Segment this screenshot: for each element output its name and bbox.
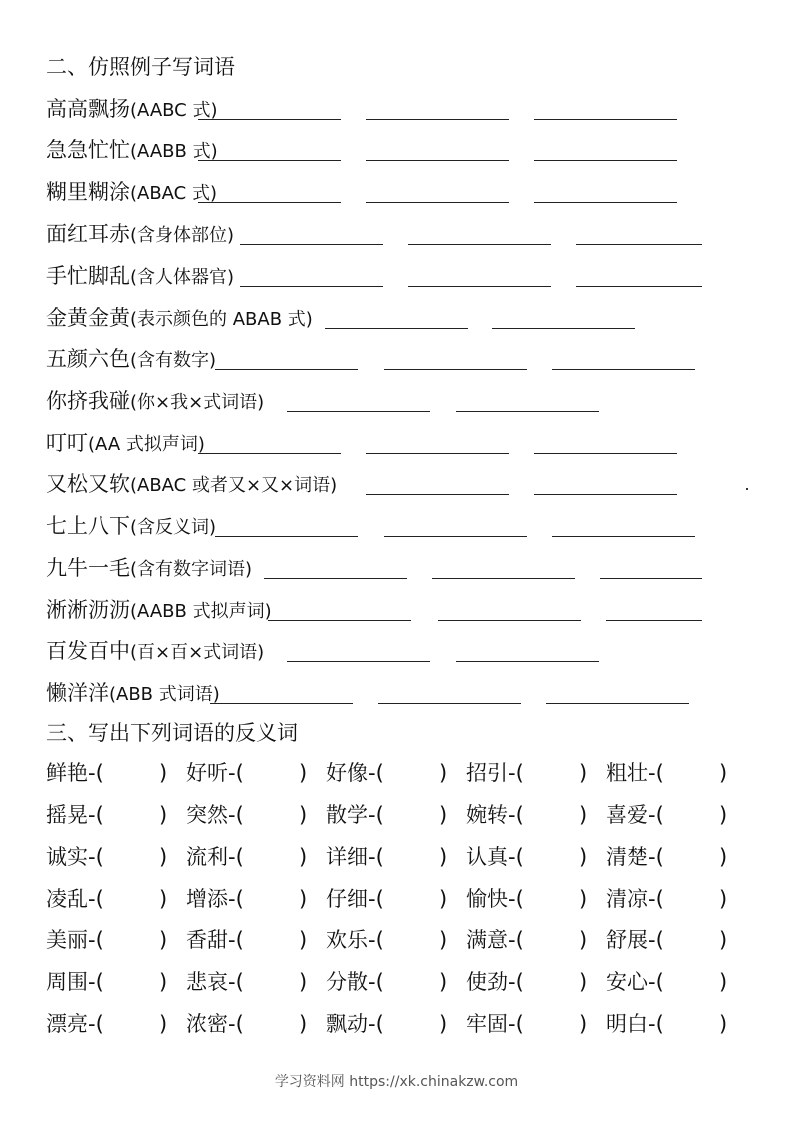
antonym-row: [46, 1011, 746, 1041]
exercise-row: [46, 179, 766, 209]
pattern-hint: (含人体器官): [130, 267, 235, 288]
exercise-prompt: [46, 137, 218, 165]
answer-close-paren: ): [159, 845, 168, 869]
antonym-word: 流利: [186, 845, 228, 869]
example-term: 你挤我碰: [46, 389, 130, 413]
antonym-item[interactable]: [326, 1011, 466, 1037]
answer-open-paren: -(: [648, 887, 664, 911]
pattern-hint: (AA 式拟声词): [88, 434, 205, 455]
answer-open-paren: -(: [508, 970, 524, 994]
antonym-word: 牢固: [466, 1012, 508, 1036]
antonym-word: 分散: [326, 970, 368, 994]
answer-close-paren: ): [579, 970, 588, 994]
answer-close-paren: ): [439, 803, 448, 827]
antonym-item[interactable]: [606, 844, 746, 870]
answer-open-paren: -(: [88, 761, 104, 785]
pattern-hint: (含有数字词语): [130, 559, 253, 580]
answer-close-paren: ): [439, 970, 448, 994]
exercise-row: [46, 430, 766, 460]
answer-blank[interactable]: [534, 160, 677, 161]
antonym-word: 周围: [46, 970, 88, 994]
answer-close-paren: ): [439, 761, 448, 785]
antonym-item[interactable]: [46, 844, 186, 870]
antonym-item[interactable]: [326, 886, 466, 912]
antonym-item[interactable]: [466, 844, 606, 870]
exercise-row: [46, 346, 766, 376]
answer-open-paren: -(: [508, 887, 524, 911]
section-2-heading: 二、仿照例子写词语: [46, 55, 235, 79]
answer-open-paren: -(: [228, 970, 244, 994]
antonym-item[interactable]: [606, 969, 746, 995]
answer-blank[interactable]: [198, 119, 341, 120]
answer-blank[interactable]: [576, 244, 702, 245]
antonym-item[interactable]: [186, 1011, 326, 1037]
answer-open-paren: -(: [508, 1012, 524, 1036]
answer-close-paren: ): [579, 887, 588, 911]
answer-blank[interactable]: [240, 286, 383, 287]
antonym-word: 清楚: [606, 845, 648, 869]
exercise-prompt: [46, 597, 272, 625]
answer-blank[interactable]: [210, 703, 353, 704]
antonym-row: [46, 969, 746, 999]
answer-blank[interactable]: [198, 202, 341, 203]
exercise-row: [46, 513, 766, 543]
exercise-prompt: [46, 221, 234, 249]
answer-open-paren: -(: [368, 845, 384, 869]
exercise-prompt: [46, 513, 216, 541]
answer-blank[interactable]: [384, 536, 527, 537]
antonym-word: 鲜艳: [46, 761, 88, 785]
example-term: 手忙脚乱: [46, 264, 130, 288]
answer-open-paren: -(: [88, 803, 104, 827]
answer-open-paren: -(: [88, 928, 104, 952]
pattern-hint: (AABB 式): [130, 141, 218, 162]
example-term: 高高飘扬: [46, 97, 130, 121]
antonym-item[interactable]: [326, 969, 466, 995]
antonym-item[interactable]: [326, 844, 466, 870]
antonym-word: 悲哀: [186, 970, 228, 994]
answer-blank[interactable]: [552, 369, 695, 370]
antonym-item[interactable]: [186, 844, 326, 870]
antonym-item[interactable]: [326, 927, 466, 953]
answer-open-paren: -(: [228, 761, 244, 785]
answer-close-paren: ): [159, 761, 168, 785]
pattern-hint: (百×百×式词语): [130, 642, 265, 663]
antonym-word: 明白: [606, 1012, 648, 1036]
answer-blank[interactable]: [438, 620, 581, 621]
example-term: 叮叮: [46, 431, 88, 455]
answer-close-paren: ): [439, 845, 448, 869]
antonym-word: 飘动: [326, 1012, 368, 1036]
pattern-hint: (ABAC 或者又×又×词语): [130, 475, 338, 496]
stray-dot: [746, 488, 748, 490]
exercise-prompt: [46, 555, 252, 583]
answer-blank[interactable]: [456, 661, 599, 662]
answer-close-paren: ): [719, 928, 728, 952]
answer-open-paren: -(: [88, 970, 104, 994]
answer-blank[interactable]: [534, 202, 677, 203]
answer-open-paren: -(: [648, 928, 664, 952]
answer-blank[interactable]: [366, 453, 509, 454]
answer-blank[interactable]: [268, 620, 411, 621]
example-term: 百发百中: [46, 639, 130, 663]
answer-open-paren: -(: [508, 928, 524, 952]
exercise-prompt: [46, 346, 216, 374]
antonym-item[interactable]: [46, 969, 186, 995]
exercise-row: [46, 597, 766, 627]
antonym-word: 愉快: [466, 887, 508, 911]
antonym-word: 增添: [186, 887, 228, 911]
example-term: 七上八下: [46, 514, 130, 538]
answer-close-paren: ): [719, 1012, 728, 1036]
section-3-heading: 三、写出下列词语的反义词: [46, 721, 298, 745]
answer-blank[interactable]: [215, 536, 358, 537]
answer-close-paren: ): [299, 803, 308, 827]
answer-blank[interactable]: [606, 620, 702, 621]
antonym-word: 好听: [186, 761, 228, 785]
answer-blank[interactable]: [215, 369, 358, 370]
antonym-item[interactable]: [46, 760, 186, 786]
pattern-hint: (ABAC 式): [130, 183, 217, 204]
answer-open-paren: -(: [508, 803, 524, 827]
answer-blank[interactable]: [534, 494, 677, 495]
answer-close-paren: ): [579, 928, 588, 952]
answer-blank[interactable]: [264, 578, 407, 579]
answer-open-paren: -(: [648, 761, 664, 785]
answer-blank[interactable]: [287, 411, 430, 412]
antonym-item[interactable]: [46, 1011, 186, 1037]
answer-blank[interactable]: [198, 453, 341, 454]
example-term: 九牛一毛: [46, 556, 130, 580]
answer-close-paren: ): [299, 845, 308, 869]
example-term: 面红耳赤: [46, 222, 130, 246]
exercise-row: [46, 555, 766, 585]
answer-open-paren: -(: [648, 1012, 664, 1036]
pattern-hint: (AABB 式拟声词): [130, 601, 272, 622]
example-term: 五颜六色: [46, 347, 130, 371]
antonym-item[interactable]: [606, 927, 746, 953]
answer-open-paren: -(: [228, 1012, 244, 1036]
answer-close-paren: ): [719, 887, 728, 911]
answer-close-paren: ): [299, 887, 308, 911]
answer-blank[interactable]: [287, 661, 430, 662]
answer-blank[interactable]: [456, 411, 599, 412]
antonym-row: [46, 927, 746, 957]
antonym-row: [46, 886, 746, 916]
answer-blank[interactable]: [534, 119, 677, 120]
answer-open-paren: -(: [368, 761, 384, 785]
answer-blank[interactable]: [600, 578, 702, 579]
antonym-word: 招引: [466, 761, 508, 785]
answer-close-paren: ): [579, 1012, 588, 1036]
answer-blank[interactable]: [432, 578, 575, 579]
answer-close-paren: ): [159, 928, 168, 952]
answer-close-paren: ): [159, 887, 168, 911]
answer-blank[interactable]: [240, 244, 383, 245]
antonym-item[interactable]: [466, 969, 606, 995]
answer-open-paren: -(: [88, 887, 104, 911]
example-term: 淅淅沥沥: [46, 598, 130, 622]
answer-close-paren: ): [299, 970, 308, 994]
answer-close-paren: ): [579, 803, 588, 827]
answer-blank[interactable]: [384, 369, 527, 370]
exercise-prompt: [46, 263, 234, 291]
exercise-row: [46, 471, 766, 501]
answer-close-paren: ): [719, 761, 728, 785]
answer-open-paren: -(: [368, 928, 384, 952]
antonym-word: 摇晃: [46, 803, 88, 827]
answer-open-paren: -(: [88, 1012, 104, 1036]
answer-blank[interactable]: [366, 119, 509, 120]
antonym-word: 仔细: [326, 887, 368, 911]
answer-close-paren: ): [159, 1012, 168, 1036]
pattern-hint: (表示颜色的 ABAB 式): [130, 309, 313, 330]
answer-open-paren: -(: [228, 928, 244, 952]
antonym-item[interactable]: [326, 760, 466, 786]
answer-blank[interactable]: [546, 703, 689, 704]
answer-open-paren: -(: [228, 803, 244, 827]
answer-open-paren: -(: [648, 970, 664, 994]
antonym-item[interactable]: [466, 760, 606, 786]
antonym-item[interactable]: [186, 886, 326, 912]
antonym-word: 舒展: [606, 928, 648, 952]
antonym-item[interactable]: [186, 760, 326, 786]
answer-blank[interactable]: [534, 453, 677, 454]
antonym-word: 凌乱: [46, 887, 88, 911]
antonym-word: 突然: [186, 803, 228, 827]
antonym-word: 婉转: [466, 803, 508, 827]
exercise-row: [46, 305, 766, 335]
exercise-row: [46, 263, 766, 293]
exercise-prompt: [46, 96, 218, 124]
pattern-hint: (含反义词): [130, 517, 217, 538]
answer-close-paren: ): [439, 928, 448, 952]
footer-source: 学习资料网 https://xk.chinakzw.com: [274, 1074, 519, 1090]
answer-close-paren: ): [719, 845, 728, 869]
antonym-item[interactable]: [46, 802, 186, 828]
exercise-row: [46, 680, 766, 710]
answer-close-paren: ): [159, 803, 168, 827]
antonym-item[interactable]: [326, 802, 466, 828]
antonym-word: 喜爱: [606, 803, 648, 827]
answer-blank[interactable]: [552, 536, 695, 537]
exercise-prompt: [46, 680, 220, 708]
exercise-prompt: [46, 179, 217, 207]
exercise-row: [46, 638, 766, 668]
exercise-row: [46, 388, 766, 418]
antonym-item[interactable]: [466, 802, 606, 828]
answer-close-paren: ): [439, 887, 448, 911]
answer-close-paren: ): [299, 928, 308, 952]
antonym-word: 诚实: [46, 845, 88, 869]
answer-open-paren: -(: [368, 1012, 384, 1036]
antonym-item[interactable]: [606, 760, 746, 786]
answer-open-paren: -(: [368, 803, 384, 827]
antonym-item[interactable]: [46, 886, 186, 912]
answer-close-paren: ): [439, 1012, 448, 1036]
answer-open-paren: -(: [368, 970, 384, 994]
antonym-item[interactable]: [186, 969, 326, 995]
example-term: 懒洋洋: [46, 681, 109, 705]
pattern-hint: (ABB 式词语): [109, 684, 220, 705]
answer-close-paren: ): [159, 970, 168, 994]
exercise-prompt: [46, 305, 313, 333]
example-term: 又松又软: [46, 472, 130, 496]
antonym-word: 香甜: [186, 928, 228, 952]
antonym-word: 详细: [326, 845, 368, 869]
antonym-word: 好像: [326, 761, 368, 785]
exercise-row: [46, 221, 766, 251]
answer-close-paren: ): [299, 1012, 308, 1036]
antonym-word: 美丽: [46, 928, 88, 952]
antonym-word: 浓密: [186, 1012, 228, 1036]
pattern-hint: (你×我×式词语): [130, 392, 265, 413]
antonym-row: [46, 802, 746, 832]
answer-open-paren: -(: [508, 761, 524, 785]
antonym-word: 满意: [466, 928, 508, 952]
antonym-item[interactable]: [466, 1011, 606, 1037]
antonym-item[interactable]: [466, 886, 606, 912]
answer-blank[interactable]: [408, 244, 551, 245]
antonym-item[interactable]: [466, 927, 606, 953]
answer-open-paren: -(: [368, 887, 384, 911]
answer-blank[interactable]: [492, 328, 635, 329]
answer-open-paren: -(: [228, 845, 244, 869]
antonym-item[interactable]: [46, 927, 186, 953]
answer-blank[interactable]: [198, 160, 341, 161]
example-term: 糊里糊涂: [46, 180, 130, 204]
example-term: 急急忙忙: [46, 138, 130, 162]
pattern-hint: (AABC 式): [130, 100, 218, 121]
answer-close-paren: ): [299, 761, 308, 785]
answer-open-paren: -(: [228, 887, 244, 911]
pattern-hint: (含身体部位): [130, 225, 235, 246]
answer-blank[interactable]: [576, 286, 702, 287]
answer-blank[interactable]: [378, 703, 521, 704]
exercise-prompt: [46, 430, 205, 458]
exercise-prompt: [46, 471, 337, 499]
answer-blank[interactable]: [366, 160, 509, 161]
answer-close-paren: ): [579, 761, 588, 785]
antonym-row: [46, 844, 746, 874]
example-term: 金黄金黄: [46, 306, 130, 330]
answer-open-paren: -(: [88, 845, 104, 869]
antonym-row: [46, 760, 746, 790]
answer-blank[interactable]: [408, 286, 551, 287]
answer-close-paren: ): [579, 845, 588, 869]
antonym-word: 散学: [326, 803, 368, 827]
antonym-item[interactable]: [186, 802, 326, 828]
antonym-word: 认真: [466, 845, 508, 869]
exercise-prompt: [46, 388, 264, 416]
antonym-word: 欢乐: [326, 928, 368, 952]
answer-close-paren: ): [719, 803, 728, 827]
antonym-item[interactable]: [186, 927, 326, 953]
antonym-item[interactable]: [606, 802, 746, 828]
answer-open-paren: -(: [648, 845, 664, 869]
antonym-item[interactable]: [606, 1011, 746, 1037]
exercise-prompt: [46, 638, 264, 666]
exercise-row: [46, 96, 766, 126]
answer-blank[interactable]: [366, 202, 509, 203]
antonym-word: 使劲: [466, 970, 508, 994]
answer-open-paren: -(: [508, 845, 524, 869]
answer-blank[interactable]: [366, 494, 509, 495]
pattern-hint: (含有数字): [130, 350, 217, 371]
answer-open-paren: -(: [648, 803, 664, 827]
antonym-word: 漂亮: [46, 1012, 88, 1036]
exercise-row: [46, 137, 766, 167]
antonym-item[interactable]: [606, 886, 746, 912]
antonym-word: 粗壮: [606, 761, 648, 785]
antonym-word: 清凉: [606, 887, 648, 911]
answer-blank[interactable]: [325, 328, 468, 329]
antonym-word: 安心: [606, 970, 648, 994]
answer-close-paren: ): [719, 970, 728, 994]
